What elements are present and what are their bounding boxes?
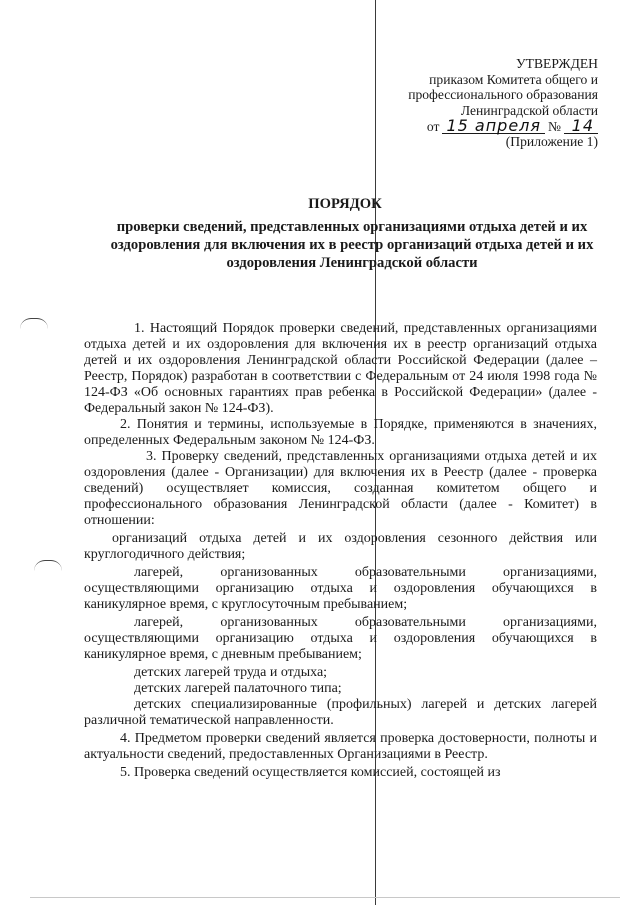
paragraph-3: 3. Проверку сведений, представленных организациями отдыха детей и их оздоровления (далее - Организации) для включения их в Реестр (далее - проверка сведений) осуществляет комиссия, созданная комитетом общего и профессионального образования Ленинградской области (далее - Комитет) в отношении: — [84, 449, 597, 528]
handwritten-number: 14 — [564, 118, 598, 134]
approval-heading: УТВЕРЖДЕН — [516, 56, 598, 71]
approval-date-line — [408, 118, 598, 134]
handwritten-date: 15 апреля — [442, 118, 545, 134]
approval-line: профессионального образования — [408, 87, 598, 102]
list-item: организаций отдыха детей и их оздоровления сезонного действия или круглогодичного действия; — [84, 531, 597, 562]
appendix-label: (Приложение 1) — [505, 134, 598, 149]
list-item: детских лагерей палаточного типа; — [134, 681, 342, 696]
document-subtitle: проверки сведений, представленных организациями отдыха детей и их оздоровления для включения их в реестр организаций отдыха детей и их оздоровления Ленинградской области — [110, 219, 594, 271]
list-item: детских специализированные (профильных) лагерей и детских лагерей различной тематической направленности. — [84, 697, 597, 728]
document-title: ПОРЯДОК — [308, 196, 382, 212]
approval-block — [408, 56, 598, 150]
paragraph-5: 5. Проверка сведений осуществляется комиссией, состоящей из — [120, 765, 501, 780]
margin-mark — [34, 560, 62, 571]
document-body — [84, 321, 597, 781]
page-edge-line — [30, 897, 620, 898]
list-item: лагерей, организованных образовательными организациями, осуществляющими организацию отдыха и оздоровления обучающихся в каникулярное время, с дневным пребыванием; — [84, 615, 597, 662]
paragraph-1: 1. Настоящий Порядок проверки сведений, представленных организациями отдыха детей и их оздоровления для включения их в реестр организаций отдыха детей и их оздоровления Ленинградской области Российской Федерации (далее – Реестр, Порядок) разработан в соответствии с Федеральным от 24 июля 1998 года № 124-ФЗ «Об основных гарантиях прав ребенка в Российской Федерации» (далее - Федеральный закон № 124-ФЗ). — [84, 321, 597, 416]
margin-mark — [20, 318, 48, 329]
list-item: лагерей, организованных образовательными организациями, осуществляющими организацию отдыха и оздоровления обучающихся в каникулярное время, с круглосуточным пребыванием; — [84, 565, 597, 612]
paragraph-4: 4. Предметом проверки сведений является проверка достоверности, полноты и актуальности сведений, предоставленных Организациями в Реестр. — [84, 731, 597, 762]
date-prefix: от — [426, 118, 440, 134]
approval-line: приказом Комитета общего и — [429, 71, 598, 87]
approval-line: Ленинградской области — [460, 102, 598, 118]
number-prefix: № — [548, 118, 561, 134]
list-item: детских лагерей труда и отдыха; — [134, 665, 328, 680]
paragraph-2: 2. Понятия и термины, используемые в Порядке, применяются в значениях, определенных Федеральным законом № 124-ФЗ. — [84, 417, 597, 448]
